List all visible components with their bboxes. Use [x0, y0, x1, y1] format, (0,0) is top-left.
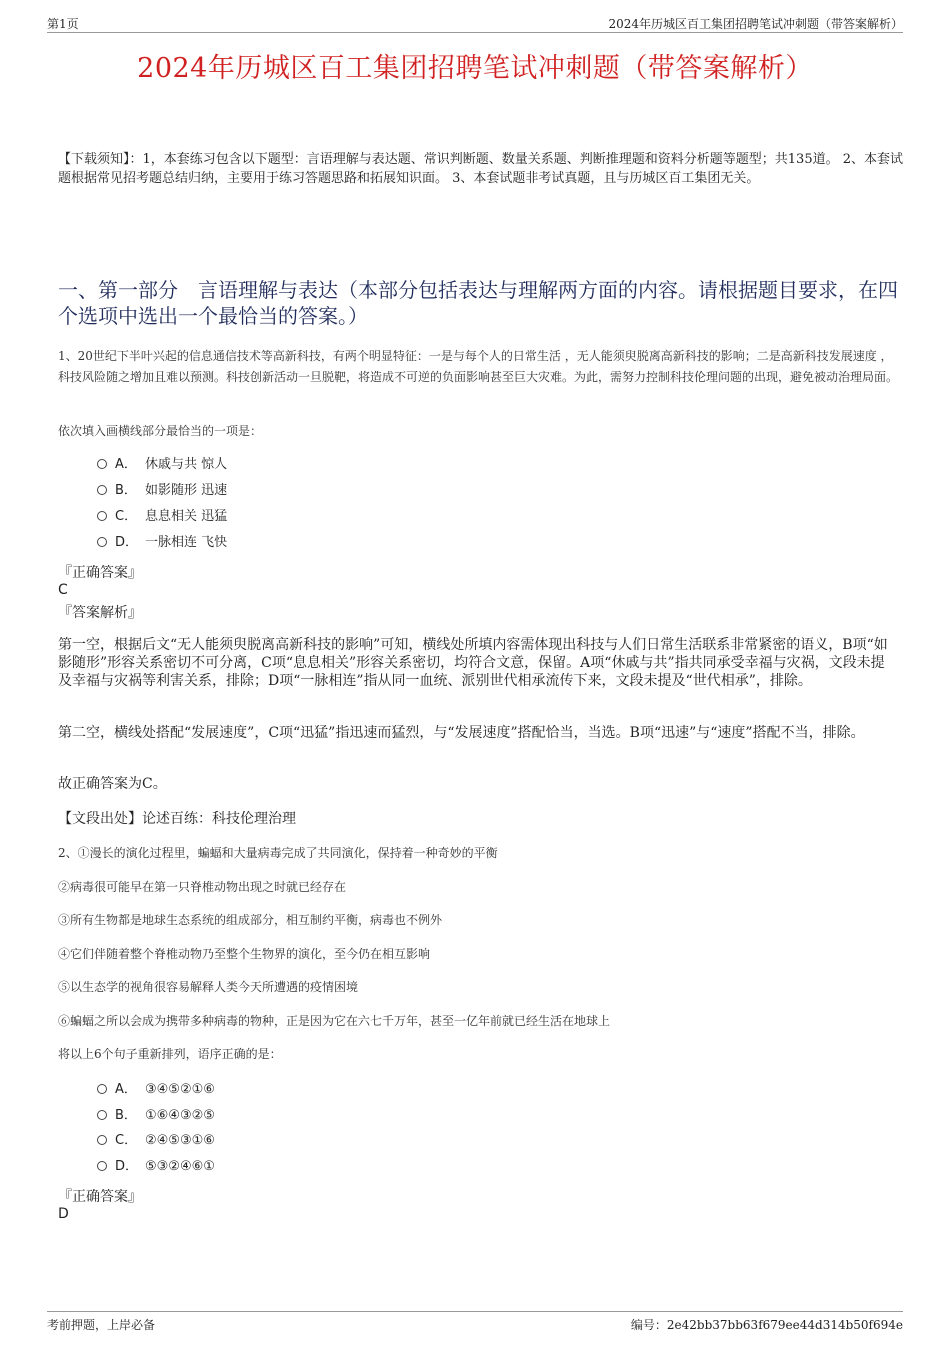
question-2-line-2: ②病毒很可能早在第一只脊椎动物出现之时就已经存在 — [58, 880, 347, 894]
q1-conclusion: 故正确答案为C。 — [58, 776, 167, 792]
q1-analysis-paragraph-2: 第二空，横线处搭配“发展速度”，C项“迅猛”指迅速而猛烈，与“发展速度”搭配恰当，当选。B项“迅速”与“速度”搭配不当，排除。 — [58, 725, 865, 741]
radio-icon[interactable] — [97, 537, 107, 547]
option-letter: D． — [115, 535, 139, 550]
q1-analysis-paragraph-1: 第一空，根据后文“无人能须臾脱离高新科技的影响”可知，横线处所填内容需体现出科技与人们日常生活联系非常紧密的语义，B项“如影随形”形容关系密切不可分离，C项“息息相关”形容关系密切，均符合文意，保留。A项“休戚与共”指共同承受幸福与灾祸，文段未提及幸福与灾祸等利害关系，排除；D项“一脉相连”指从同一血统、派别世代相承流传下来，文段未提及“世代相承”，排除。 — [58, 637, 888, 689]
page-header — [47, 14, 903, 33]
q1-analysis-label: 『答案解析』 — [58, 605, 142, 621]
radio-icon[interactable] — [97, 485, 107, 495]
question-2-line-5: ⑤以生态学的视角很容易解释人类今天所遭遇的疫情困境 — [58, 980, 359, 994]
download-notice: 【下载须知】：1，本套练习包含以下题型：言语理解与表达题、常识判断题、数量关系题、判断推理题和资料分析题等题型；共135道。 2、本套试题根据常见招考题总结归纳，主要用于练习答题思路和拓展知识面。 3、本套试题非考试真题，且与历城区百工集团无关。 — [58, 152, 903, 186]
radio-icon[interactable] — [97, 459, 107, 469]
q2-answer-label: 『正确答案』 — [58, 1189, 142, 1205]
question-2-line-1: 2、①漫长的演化过程里，蝙蝠和大量病毒完成了共同演化，保持着一种奇妙的平衡 — [58, 846, 498, 860]
radio-icon[interactable] — [97, 1084, 107, 1094]
page-number: 第1页 — [47, 17, 79, 31]
page-footer — [47, 1311, 903, 1336]
option-text: 休戚与共 惊人 — [145, 457, 228, 472]
option-text: 如影随形 迅速 — [145, 483, 228, 498]
option-letter: C． — [115, 509, 138, 524]
header-doc-title: 2024年历城区百工集团招聘笔试冲刺题（带答案解析） — [608, 17, 903, 31]
q2-option-a[interactable] — [97, 1080, 215, 1100]
question-2-line-3: ③所有生物都是地球生态系统的组成部分，相互制约平衡，病毒也不例外 — [58, 913, 443, 927]
section-title: 一、第一部分 言语理解与表达（本部分包括表达与理解两方面的内容。请根据题目要求，在四个选项中选出一个最恰当的答案。） — [58, 278, 898, 328]
option-letter: B． — [115, 1108, 137, 1123]
q1-answer-label: 『正确答案』 — [58, 565, 142, 581]
option-text: ②④⑤③①⑥ — [145, 1133, 215, 1148]
radio-icon[interactable] — [97, 1110, 107, 1120]
question-1-prompt: 依次填入画横线部分最恰当的一项是： — [58, 424, 263, 438]
q2-option-b[interactable] — [97, 1106, 215, 1126]
q1-option-c[interactable] — [97, 507, 227, 527]
option-text: ⑤③②④⑥① — [145, 1159, 215, 1174]
q1-option-a[interactable] — [97, 455, 227, 475]
radio-icon[interactable] — [97, 1135, 107, 1145]
question-2-line-4: ④它们伴随着整个脊椎动物乃至整个生物界的演化，至今仍在相互影响 — [58, 947, 431, 961]
q2-option-d[interactable] — [97, 1157, 215, 1177]
q1-option-b[interactable] — [97, 481, 227, 501]
option-text: ③④⑤②①⑥ — [145, 1082, 215, 1097]
option-letter: D． — [115, 1159, 139, 1174]
option-letter: A． — [115, 457, 137, 472]
q1-answer: C — [58, 582, 68, 598]
option-letter: A． — [115, 1082, 137, 1097]
footer-slogan: 考前押题，上岸必备 — [47, 1318, 156, 1332]
document-title: 2024年历城区百工集团招聘笔试冲刺题（带答案解析） — [137, 53, 813, 84]
q2-answer: D — [58, 1206, 69, 1222]
option-text: 息息相关 迅猛 — [145, 509, 228, 524]
q1-source: 【文段出处】论述百练：科技伦理治理 — [58, 811, 296, 827]
q1-option-d[interactable] — [97, 533, 227, 553]
option-text: 一脉相连 飞快 — [145, 535, 228, 550]
question-2-line-6: ⑥蝙蝠之所以会成为携带多种病毒的物种，正是因为它在六七千万年，甚至一亿年前就已经生活在地球上 — [58, 1014, 611, 1028]
question-1-stem: 1、20世纪下半叶兴起的信息通信技术等高新科技，有两个明显特征：一是与每个人的日常生活 ，无人能须臾脱离高新科技的影响；二是高新科技发展速度 ，科技风险随之增加且难以预测。科技创新活动一旦脱靶，将造成不可逆的负面影响甚至巨大灾难。为此，需努力控制科技伦理问题的出现，避免被动治理局面。 — [58, 349, 899, 384]
footer-doc-id: 编号：2e42bb37bb63f679ee44d314b50f694e — [630, 1318, 903, 1332]
q2-option-c[interactable] — [97, 1131, 215, 1151]
question-2-prompt: 将以上6个句子重新排列，语序正确的是： — [58, 1047, 282, 1061]
radio-icon[interactable] — [97, 1161, 107, 1171]
option-text: ①⑥④③②⑤ — [145, 1108, 215, 1123]
radio-icon[interactable] — [97, 511, 107, 521]
option-letter: B． — [115, 483, 137, 498]
option-letter: C． — [115, 1133, 138, 1148]
